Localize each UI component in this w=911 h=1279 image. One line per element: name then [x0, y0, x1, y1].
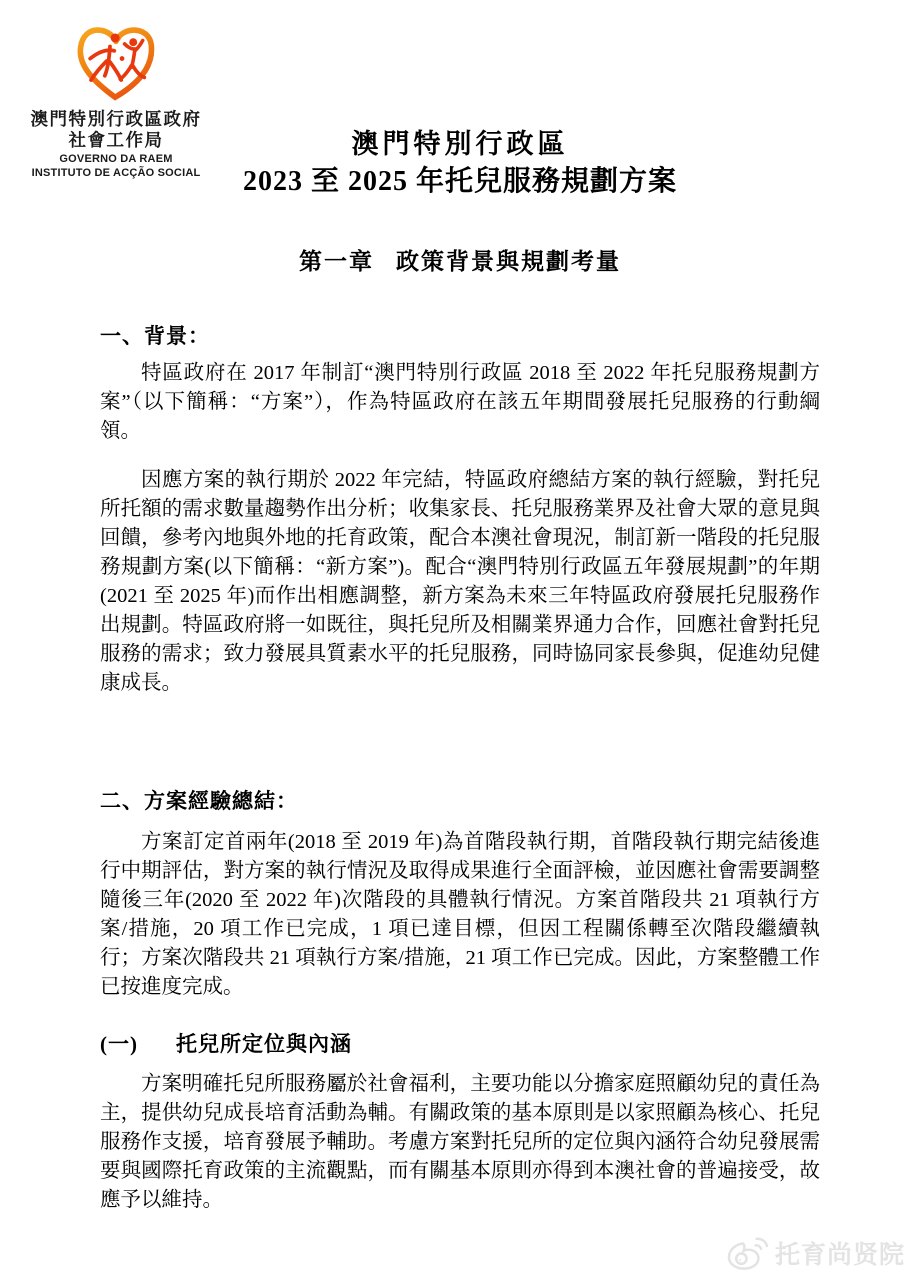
subsection-1-heading: [100, 1030, 820, 1059]
watermark-text: 托育尚贤院: [774, 1241, 905, 1269]
org-name-chinese-line2: 社會工作局: [68, 130, 164, 151]
org-name-portuguese-line2: INSTITUTO DE ACÇÃO SOCIAL: [31, 166, 201, 179]
document-title: [100, 128, 820, 199]
chapter-heading: [100, 243, 820, 276]
chapter-title: 政策背景與規劃考量: [396, 249, 621, 274]
subsection-1-paragraph-1: 方案明確托兒所服務屬於社會福利，主要功能以分擔家庭照顧幼兒的責任為主，提供幼兒成長培育活動為輔。有關政策的基本原則是以家照顧為核心、托兒服務作支援，培育發展予輔助。考慮方案對托兒所的定位與內涵符合幼兒發展需要與國際托育政策的主流觀點，而有關基本原則亦得到本澳社會的普遍接受，故應予以維持。: [100, 1073, 820, 1211]
org-name-portuguese-line1: GOVERNO DA RAEM: [59, 152, 173, 165]
document-title-line1: 澳門特別行政區: [351, 129, 569, 159]
chapter-number: 第一章: [299, 249, 374, 274]
section-1-heading: 一、背景：: [100, 324, 210, 348]
weibo-icon: [726, 1235, 770, 1271]
watermark: [726, 1235, 905, 1271]
subsection-1-title: 托兒所定位與內涵: [176, 1032, 352, 1056]
heart-dancing-figures-icon: [73, 20, 159, 104]
section-1-paragraph-1: 特區政府在 2017 年制訂“澳門特別行政區 2018 至 2022 年托兒服務規劃方案”（以下簡稱：“方案”），作為特區政府在該五年期間發展托兒服務的行動綱領。: [100, 362, 820, 442]
section-2-heading: 二、方案經驗總結：: [100, 789, 298, 813]
section-2-paragraph-1: 方案訂定首兩年(2018 至 2019 年)為首階段執行期，首階段執行期完結後進行中期評估，對方案的執行情況及取得成果進行全面評檢，並因應社會需要調整隨後三年(2020 至 2022 年)次階段的具體執行情況。方案首階段共 21 項執行方案/措施，20 項工作已完成，1 項已達目標，但因工程關係轉至次階段繼續執行；方案次階段共 21 項執行方案/措施，21 項工作已完成。因此，方案整體工作已按進度完成。: [100, 831, 820, 998]
document-title-line2: 2023 至 2025 年托兒服務規劃方案: [242, 166, 677, 197]
org-name-chinese-line1: 澳門特別行政區政府: [30, 109, 202, 129]
subsection-1-number: (一): [100, 1032, 138, 1056]
section-1-paragraph-2: 因應方案的執行期於 2022 年完結，特區政府總結方案的執行經驗，對托兒所托額的需求數量趨勢作出分析；收集家長、托兒服務業界及社會大眾的意見與回饋，參考內地與外地的托育政策，配合本澳社會現況，制訂新一階段的托兒服務規劃方案(以下簡稱：“新方案”)。配合“澳門特別行政區五年發展規劃”的年期(2021 至 2025 年)而作出相應調整，新方案為未來三年特區政府發展托兒服務作出規劃。特區政府將一如既往，與托兒所及相關業界通力合作，回應社會對托兒服務的需求；致力發展具質素水平的托兒服務，同時協同家長參與，促進幼兒健康成長。: [100, 469, 820, 694]
